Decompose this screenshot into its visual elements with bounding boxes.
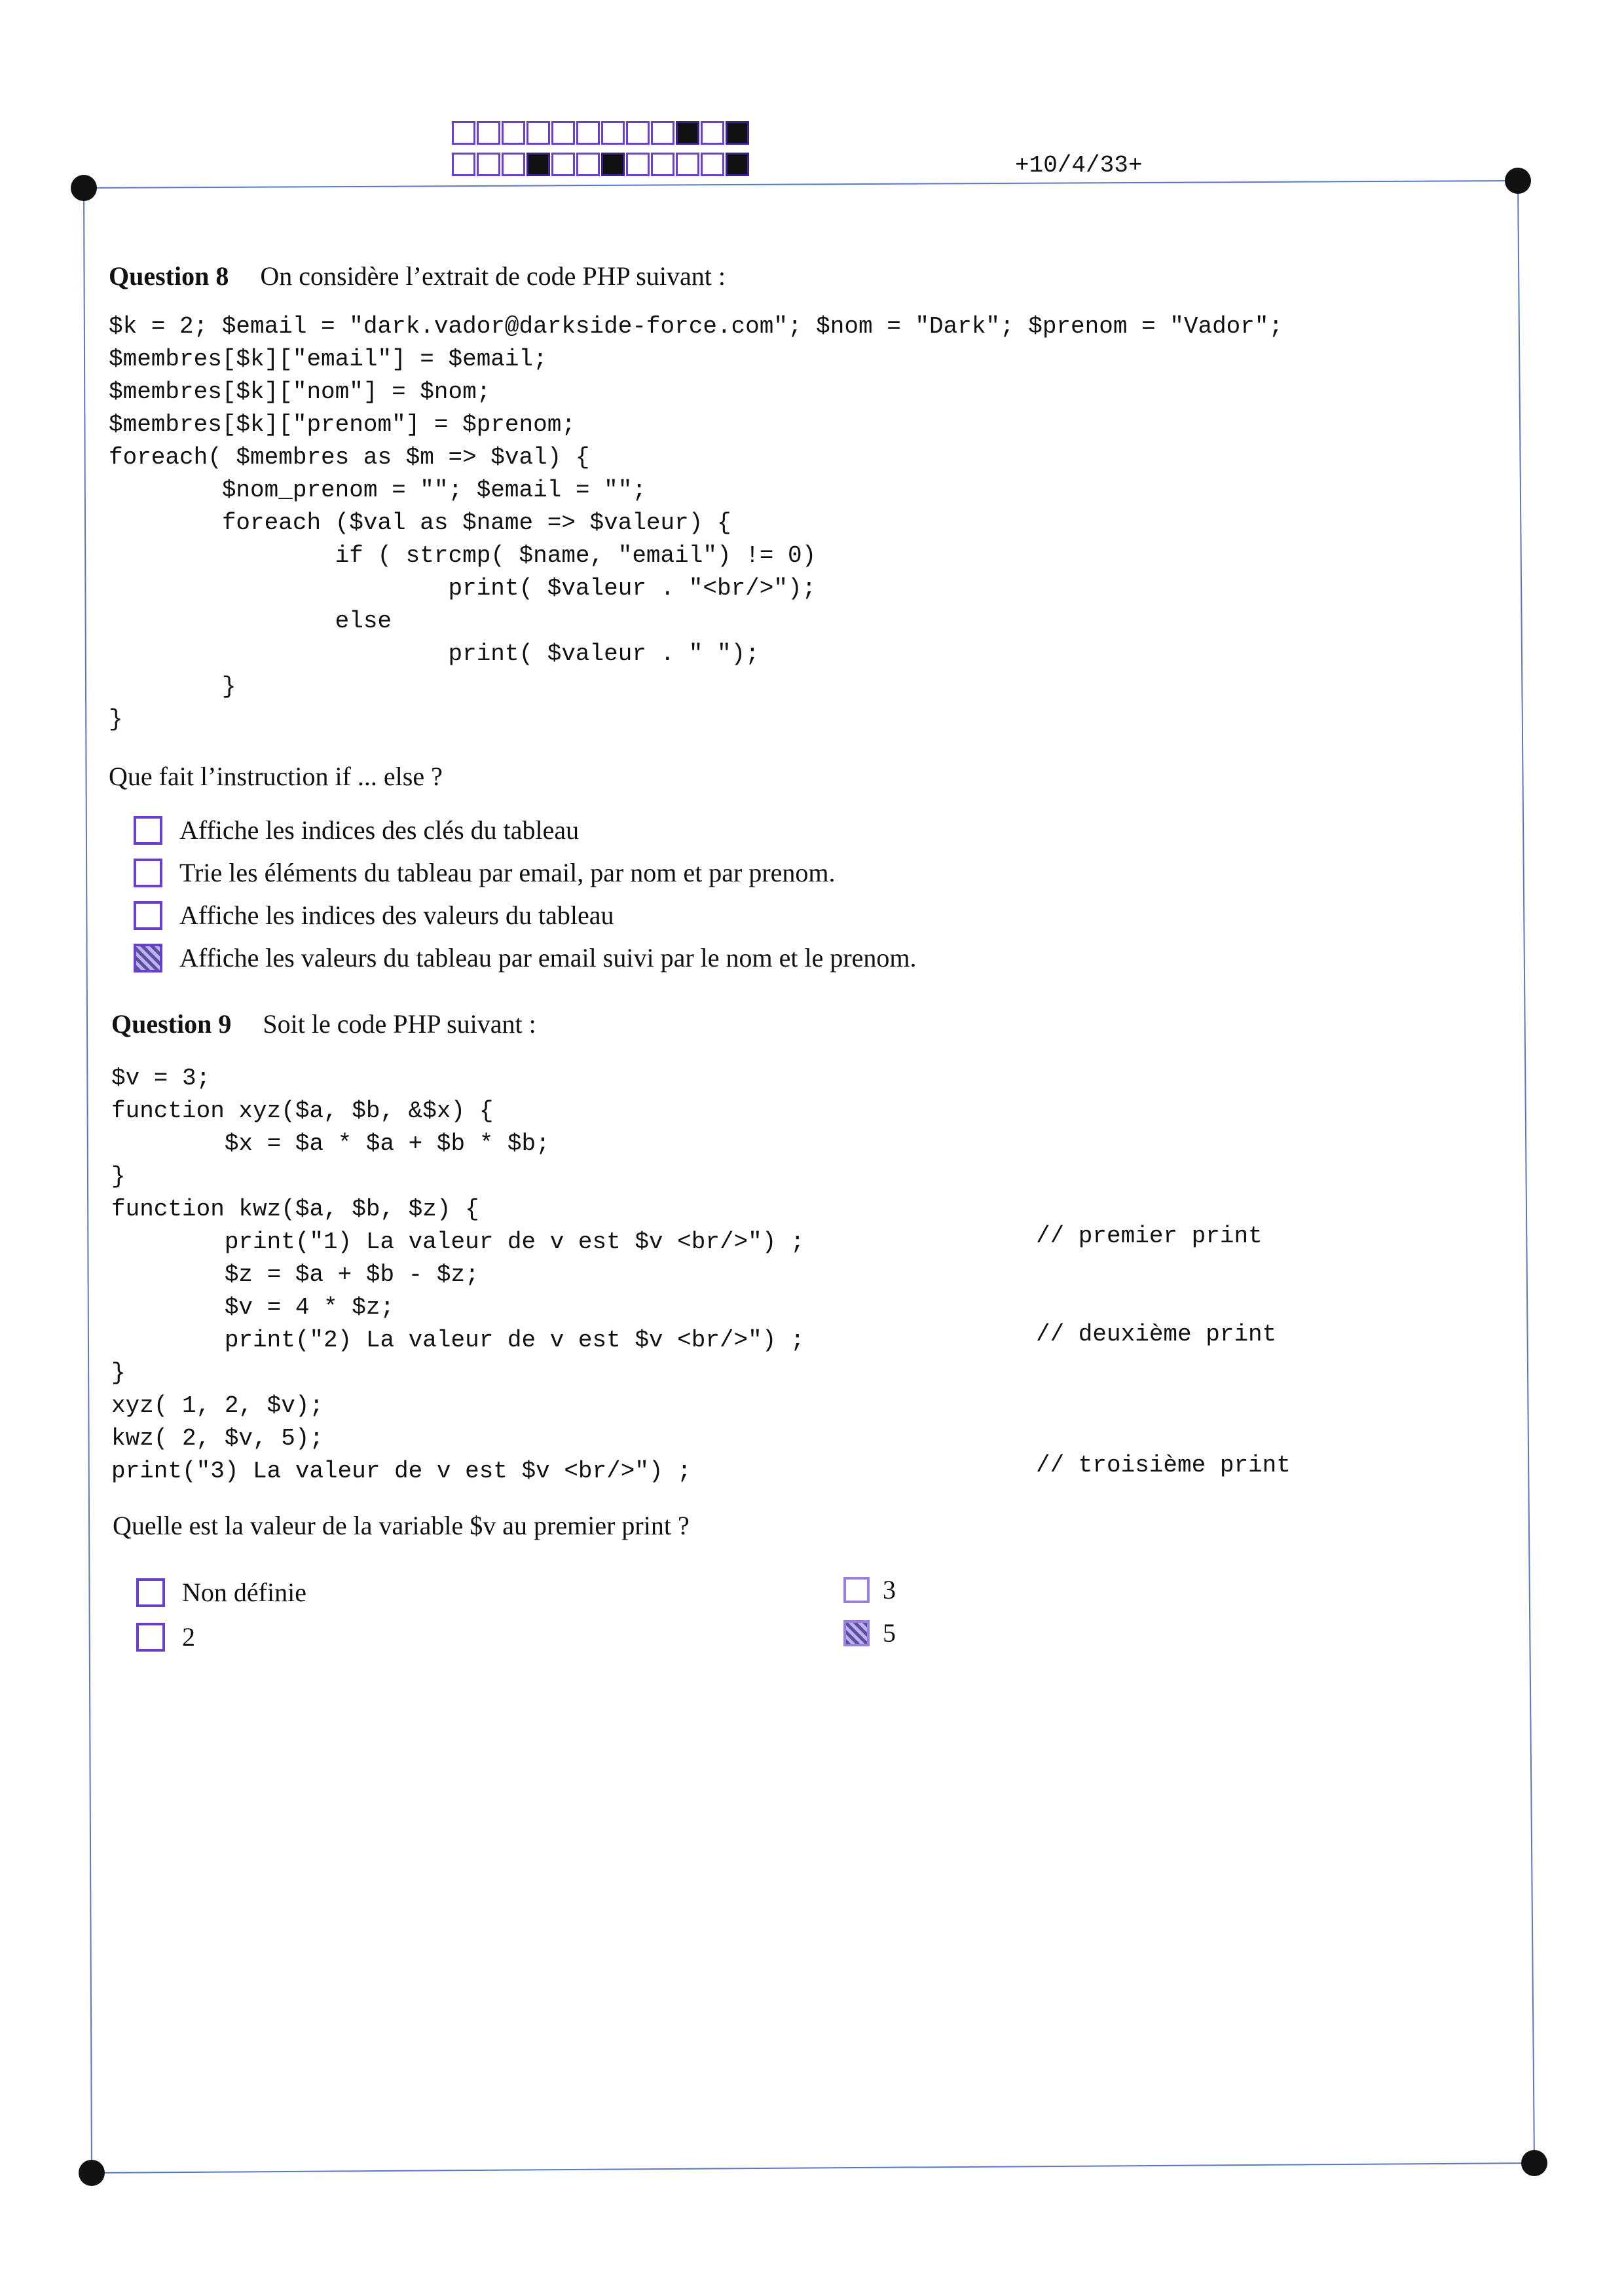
q9-choice-3[interactable] <box>843 1574 896 1605</box>
q8-choice-2[interactable] <box>134 857 836 888</box>
q9-choice-2[interactable] <box>136 1621 195 1652</box>
question-8-intro: On considère l’extrait de code PHP suivant : <box>260 261 726 291</box>
q9-choice-1-checkbox[interactable] <box>136 1578 165 1607</box>
question-8-header <box>109 261 726 291</box>
question-9-label: Question 9 <box>111 1009 232 1039</box>
question-9-intro: Soit le code PHP suivant : <box>263 1009 536 1039</box>
page-id: +10/4/33+ <box>1015 152 1143 179</box>
id-grid-row-2 <box>452 153 750 180</box>
q9-choice-1[interactable] <box>136 1577 306 1608</box>
comment-third-print: // troisième print <box>1036 1452 1291 1479</box>
q8-choice-3[interactable] <box>134 900 614 931</box>
q8-choice-4-checkbox[interactable] <box>134 944 162 972</box>
q9-choice-2-label: 2 <box>182 1622 195 1652</box>
q9-choice-4-checkbox[interactable] <box>843 1620 870 1646</box>
q9-choice-2-checkbox[interactable] <box>136 1623 165 1652</box>
q9-choice-1-label: Non définie <box>182 1578 306 1607</box>
q8-choice-2-checkbox[interactable] <box>134 859 162 887</box>
question-8-code: $k = 2; $email = "dark.vador@darkside-force.com"; $nom = "Dark"; $prenom = "Vador"; $membres[$k]["email"] = $email; $membres[$k]["nom"] = $nom; $membres[$k]["prenom"] = $prenom; foreach( $membres as $m => $val) { $nom_prenom = ""; $email = ""; foreach ($val as $name => $valeur) { if ( strcmp( $name, "email") != 0) print( $valeur . "<br/>"); else print( $valeur . " "); } } <box>109 313 1283 733</box>
question-9-code: $v = 3; function xyz($a, $b, &$x) { $x = $a * $a + $b * $b; } function kwz($a, $b, $z) { print("1) La valeur de v est $v <br/>") ; $z = $a + $b - $z; $v = 4 * $z; print("2) La valeur de v est $v <br/>") ; } xyz( 1, 2, $v); kwz( 2, $v, 5); print("3) La valeur de v est $v <br/>") ; <box>111 1065 805 1485</box>
q9-choice-4[interactable] <box>843 1618 896 1648</box>
corner-marker-bottom-right <box>1521 2150 1547 2176</box>
comment-second-print: // deuxième print <box>1036 1321 1277 1348</box>
corner-marker-top-left <box>71 175 97 201</box>
corner-marker-top-right <box>1505 168 1531 194</box>
q9-choice-4-label: 5 <box>883 1618 896 1648</box>
q8-choice-1[interactable] <box>134 815 579 845</box>
student-id-grid <box>452 121 750 184</box>
question-9-header <box>111 1009 536 1039</box>
id-grid-row-1 <box>452 121 750 149</box>
q8-choice-2-label: Trie les éléments du tableau par email, par nom et par prenom. <box>179 858 836 887</box>
question-8-prompt: Que fait l’instruction if ... else ? <box>109 762 443 791</box>
q8-choice-3-checkbox[interactable] <box>134 901 162 930</box>
q8-choice-3-label: Affiche les indices des valeurs du tableau <box>179 900 614 930</box>
q8-choice-1-checkbox[interactable] <box>134 816 162 845</box>
question-8-label: Question 8 <box>109 261 229 291</box>
q9-choice-3-label: 3 <box>883 1575 896 1604</box>
q8-choice-4[interactable] <box>134 942 917 973</box>
q8-choice-4-label: Affiche les valeurs du tableau par email suivi par le nom et le prenom. <box>179 943 917 972</box>
q8-choice-1-label: Affiche les indices des clés du tableau <box>179 815 580 845</box>
q9-choice-3-checkbox[interactable] <box>843 1577 870 1603</box>
comment-first-print: // premier print <box>1036 1223 1263 1250</box>
corner-marker-bottom-left <box>79 2160 105 2186</box>
question-9-prompt: Quelle est la valeur de la variable $v au premier print ? <box>113 1511 690 1540</box>
